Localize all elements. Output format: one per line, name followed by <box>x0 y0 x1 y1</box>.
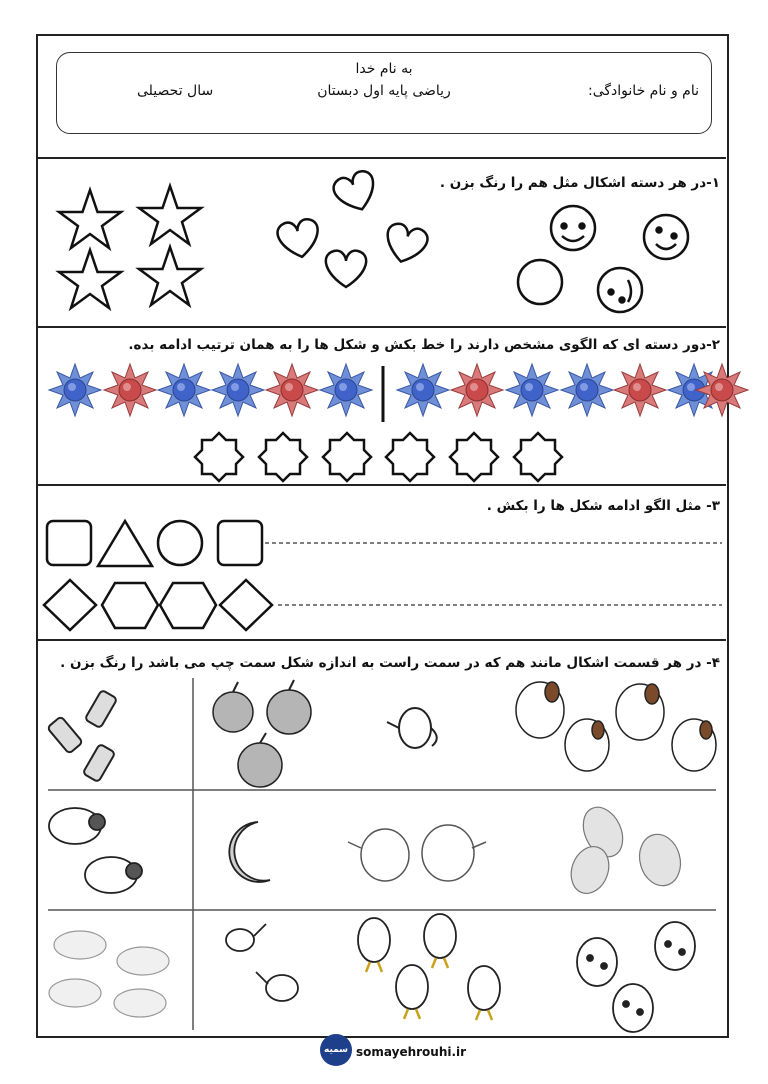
moon-drawing <box>229 822 270 882</box>
dogs-drawing <box>516 682 716 771</box>
birds-drawing <box>226 924 298 1001</box>
teapots-drawing <box>348 825 486 881</box>
shape-pattern-row-2 <box>44 580 272 630</box>
teapot-drawing <box>387 708 437 748</box>
question-3-title: ۳- مثل الگو ادامه شکل ها را بکش . <box>486 498 720 514</box>
question-4-title: ۴- در هر قسمت اشکال مانند هم که در سمت راست به اندازه شکل سمت چپ می باشد را رنگ بزن . <box>60 655 720 671</box>
question-1-title: ۱-در هر دسته اشکال مثل هم را رنگ بزن . <box>439 175 720 191</box>
butterflies-drawing <box>565 801 686 899</box>
eggs-drawing <box>358 914 500 1020</box>
shape-pattern-row-1 <box>47 521 262 566</box>
fish-drawing <box>49 931 169 1017</box>
heart-shapes <box>276 168 430 287</box>
question-2-title: ۲-دور دسته ای که الگوی مشخص دارند را خط بکش و شکل ها را به همان ترتیب ادامه بده. <box>128 337 720 353</box>
bottles-drawing <box>47 690 117 782</box>
star-shapes <box>59 186 201 308</box>
sheep-drawing <box>49 808 142 893</box>
circle-shapes <box>518 206 688 312</box>
website-url[interactable]: somayehrouhi.ir <box>356 1045 467 1059</box>
sun-pattern-left <box>49 364 372 416</box>
site-logo: سمیه <box>320 1034 352 1066</box>
empty-star-row <box>195 433 562 481</box>
sun-pattern-right <box>397 364 748 416</box>
year-label: سال تحصیلی <box>137 83 214 99</box>
apples-drawing <box>213 680 311 787</box>
bismillah-text: به نام خدا <box>355 61 413 77</box>
ladybugs-drawing <box>577 922 695 1032</box>
subject-label: ریاضی پایه اول دبستان <box>317 83 451 99</box>
name-label: نام و نام خانوادگی: <box>588 83 699 99</box>
